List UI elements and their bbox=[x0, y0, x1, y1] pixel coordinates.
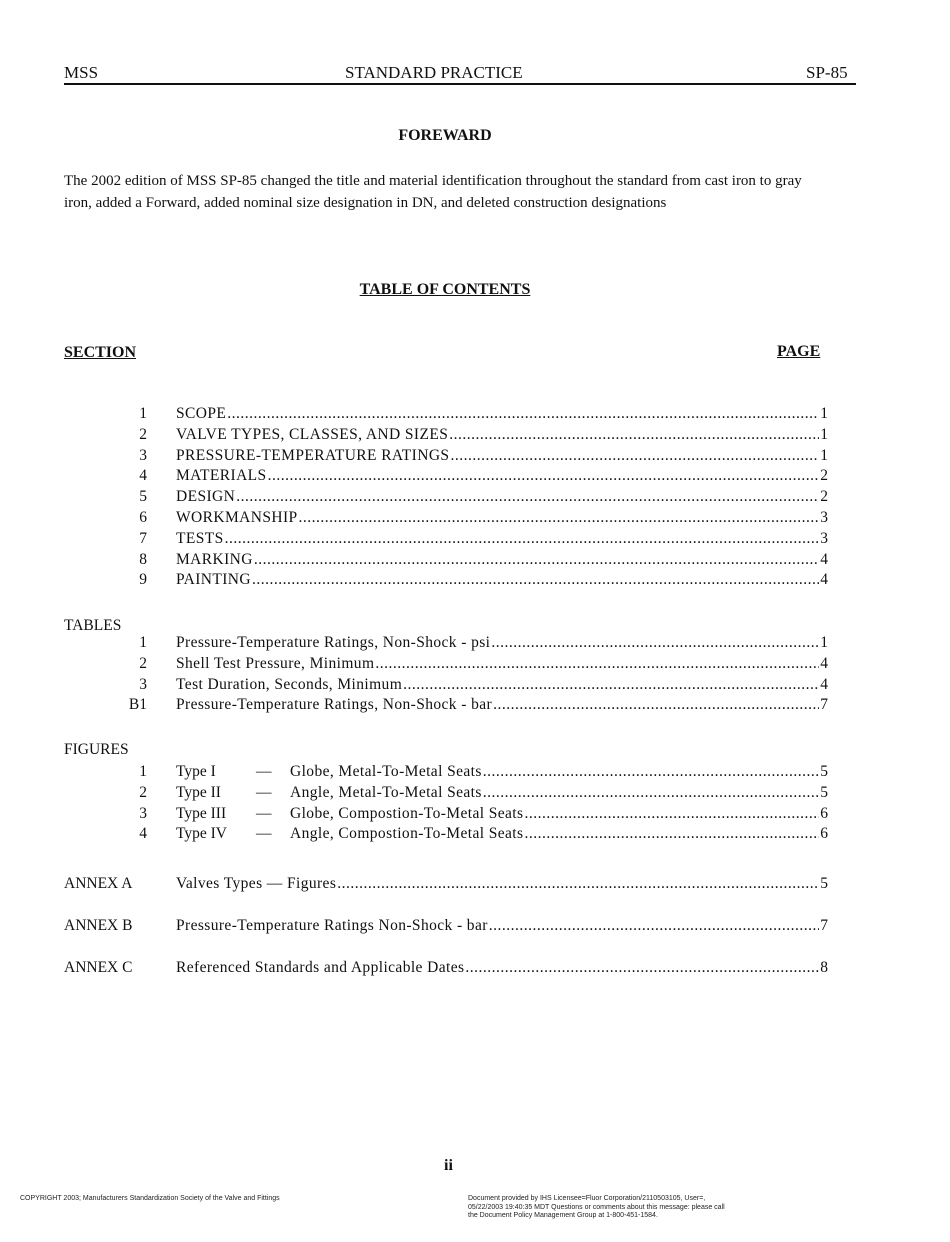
dot-leader bbox=[483, 784, 819, 802]
toc-entry-title: Test Duration, Seconds, Minimum bbox=[176, 675, 403, 693]
figures-label: FIGURES bbox=[64, 741, 129, 758]
toc-entry-page: 7 bbox=[820, 696, 828, 714]
toc-entry-number: 1 bbox=[139, 405, 147, 422]
toc-entry-page: 4 bbox=[820, 675, 828, 693]
toc-entry-page: 3 bbox=[820, 509, 828, 526]
toc-entry bbox=[176, 509, 828, 527]
toc-entry-number: B1 bbox=[128, 696, 147, 714]
toc-entry-title: DESIGN bbox=[176, 488, 236, 506]
toc-entry-title: Pressure-Temperature Ratings, Non-Shock - bar bbox=[176, 696, 493, 714]
toc-entry-number: 2 bbox=[139, 654, 147, 672]
toc-entry-number: 7 bbox=[139, 529, 147, 547]
section-row bbox=[0, 509, 950, 530]
toc-entry-number: 5 bbox=[139, 488, 147, 506]
toc-entry-number: 2 bbox=[139, 425, 147, 443]
toc-entry bbox=[176, 825, 828, 843]
header-center: STANDARD PRACTICE bbox=[345, 63, 523, 82]
footer-notice-line: 05/22/2003 19:40:35 MDT Questions or comments about this message: please call bbox=[468, 1203, 725, 1211]
toc-entry-page: 4 bbox=[820, 550, 828, 568]
dot-leader bbox=[252, 571, 819, 589]
dot-leader bbox=[403, 676, 819, 694]
toc-entry-page: 5 bbox=[820, 783, 828, 801]
toc-entry bbox=[176, 959, 828, 977]
toc-entry-title: Globe, Compostion-To-Metal Seats bbox=[290, 804, 524, 822]
toc-entry bbox=[176, 426, 828, 444]
toc-entry bbox=[176, 696, 828, 714]
table-row bbox=[0, 655, 950, 676]
dot-leader bbox=[449, 426, 819, 444]
section-row bbox=[0, 405, 950, 426]
toc-entry-title: Shell Test Pressure, Minimum bbox=[176, 654, 375, 672]
toc-entry-page: 1 bbox=[820, 425, 828, 443]
header-left: MSS bbox=[64, 63, 99, 82]
dot-leader bbox=[483, 763, 819, 781]
dot-leader bbox=[268, 467, 820, 485]
dot-leader bbox=[299, 509, 820, 527]
toc-entry-page: 1 bbox=[820, 405, 828, 422]
toc-entry bbox=[176, 447, 828, 465]
toc-entry-page: 5 bbox=[820, 875, 828, 892]
toc-entry bbox=[176, 875, 828, 893]
toc-entry-number: 4 bbox=[139, 825, 147, 843]
annex-row bbox=[0, 875, 950, 896]
toc-entry-number: 1 bbox=[139, 763, 147, 780]
toc-entry bbox=[176, 805, 828, 823]
toc-entry-title: PRESSURE-TEMPERATURE RATINGS bbox=[176, 446, 450, 464]
table-row bbox=[0, 676, 950, 697]
dot-leader bbox=[236, 488, 819, 506]
toc-entry bbox=[176, 530, 828, 548]
figure-row bbox=[0, 784, 950, 805]
dot-leader bbox=[225, 530, 820, 548]
toc-entry bbox=[176, 655, 828, 673]
toc-entry-title: MARKING bbox=[176, 550, 253, 568]
section-row bbox=[0, 530, 950, 551]
figure-dash: — bbox=[256, 783, 272, 801]
toc-entry-number: 2 bbox=[139, 783, 147, 801]
toc-entry-title: Angle, Metal-To-Metal Seats bbox=[290, 783, 482, 801]
section-row bbox=[0, 467, 950, 488]
table-row bbox=[0, 634, 950, 655]
toc-title: TABLE OF CONTENTS bbox=[359, 281, 531, 298]
figure-type: Type IV bbox=[176, 825, 227, 843]
toc-entry-title: WORKMANSHIP bbox=[176, 509, 298, 526]
toc-entry-page: 3 bbox=[820, 529, 828, 547]
toc-entry bbox=[176, 551, 828, 569]
section-row bbox=[0, 571, 950, 592]
toc-entry bbox=[176, 676, 828, 694]
toc-entry bbox=[176, 634, 828, 652]
toc-entry-page: 7 bbox=[820, 917, 828, 934]
toc-entry bbox=[176, 571, 828, 589]
section-row bbox=[0, 488, 950, 509]
dot-leader bbox=[524, 805, 819, 823]
dot-leader bbox=[375, 655, 819, 673]
footer-notice-line: Document provided by IHS Licensee=Fluor Corporation/2110503105, User=, bbox=[468, 1195, 706, 1202]
dot-leader bbox=[337, 875, 819, 893]
header-right: SP-85 bbox=[806, 63, 848, 82]
annex-row bbox=[0, 917, 950, 938]
toc-entry-title: Referenced Standards and Applicable Dates bbox=[176, 959, 465, 976]
figure-dash: — bbox=[256, 763, 272, 780]
toc-entry-number: 8 bbox=[139, 550, 147, 568]
figure-row bbox=[0, 805, 950, 826]
figure-type: Type II bbox=[176, 783, 221, 801]
page-number: ii bbox=[444, 1157, 453, 1174]
toc-entry-number: ANNEX C bbox=[64, 959, 133, 976]
figure-dash: — bbox=[256, 804, 272, 822]
toc-entry-title: TESTS bbox=[176, 529, 224, 547]
toc-entry-page: 2 bbox=[820, 467, 828, 485]
toc-entry bbox=[176, 784, 828, 802]
toc-entry-number: 1 bbox=[139, 634, 147, 651]
toc-entry-page: 5 bbox=[820, 763, 828, 780]
toc-entry bbox=[176, 405, 828, 423]
dot-leader bbox=[254, 551, 819, 569]
footer-notice-line: the Document Policy Management Group at 1-800-451-1584. bbox=[468, 1212, 658, 1219]
toc-entry-title: PAINTING bbox=[176, 571, 251, 589]
annex-row bbox=[0, 959, 950, 980]
toc-entry-title: SCOPE bbox=[176, 405, 227, 422]
toc-entry-number: 9 bbox=[139, 571, 147, 589]
figure-row bbox=[0, 825, 950, 846]
section-column-label: SECTION bbox=[64, 344, 137, 361]
foreward-text: The 2002 edition of MSS SP-85 changed the title and material identification throughout the standard from cast iron to gray iron, added a Forward, added nominal size designation in DN, and deleted construction designations bbox=[64, 173, 802, 211]
section-row bbox=[0, 426, 950, 447]
dot-leader bbox=[450, 447, 819, 465]
toc-entry-page: 2 bbox=[820, 488, 828, 506]
toc-entry-number: 3 bbox=[139, 804, 147, 822]
section-row bbox=[0, 447, 950, 468]
toc-entry bbox=[176, 488, 828, 506]
toc-entry-page: 4 bbox=[820, 571, 828, 589]
toc-entry-title: Pressure-Temperature Ratings, Non-Shock - psi bbox=[176, 634, 491, 651]
toc-entry-number: 6 bbox=[139, 509, 147, 526]
dot-leader bbox=[491, 634, 819, 652]
tables-label: TABLES bbox=[64, 617, 122, 634]
toc-entry-title: VALVE TYPES, CLASSES, AND SIZES bbox=[176, 425, 449, 443]
toc-entry-page: 6 bbox=[820, 825, 828, 843]
dot-leader bbox=[227, 405, 819, 423]
dot-leader bbox=[465, 959, 819, 977]
toc-entry-page: 1 bbox=[820, 634, 828, 651]
page-column-label: PAGE bbox=[777, 343, 821, 360]
toc-entry-page: 8 bbox=[820, 959, 828, 976]
toc-entry-title: MATERIALS bbox=[176, 467, 267, 485]
foreward-title: FOREWARD bbox=[398, 127, 492, 144]
toc-entry-number: 4 bbox=[139, 467, 147, 485]
toc-entry bbox=[176, 467, 828, 485]
footer-notice bbox=[468, 1195, 725, 1221]
toc-entry bbox=[176, 917, 828, 935]
toc-entry-title: Globe, Metal-To-Metal Seats bbox=[290, 763, 482, 780]
toc-entry-number: ANNEX B bbox=[64, 917, 133, 934]
toc-entry-number: 3 bbox=[139, 675, 147, 693]
dot-leader bbox=[489, 917, 819, 935]
toc-entry-title: Valves Types — Figures bbox=[176, 875, 337, 892]
toc-entry bbox=[176, 763, 828, 781]
toc-entry-title: Pressure-Temperature Ratings Non-Shock - bar bbox=[176, 917, 488, 934]
toc-entry-number: 3 bbox=[139, 446, 147, 464]
figure-type: Type III bbox=[176, 804, 227, 822]
toc-entry-page: 4 bbox=[820, 654, 828, 672]
figure-type: Type I bbox=[176, 763, 216, 780]
toc-entry-page: 6 bbox=[820, 804, 828, 822]
figure-dash: — bbox=[256, 825, 272, 843]
toc-entry-title: Angle, Compostion-To-Metal Seats bbox=[290, 825, 524, 843]
dot-leader bbox=[493, 696, 819, 714]
dot-leader bbox=[524, 825, 819, 843]
header-rule bbox=[64, 83, 856, 85]
toc-entry-number: ANNEX A bbox=[64, 875, 133, 892]
toc-entry-page: 1 bbox=[820, 446, 828, 464]
footer-copyright: COPYRIGHT 2003; Manufacturers Standardization Society of the Valve and Fittings bbox=[20, 1195, 280, 1202]
table-row bbox=[0, 696, 950, 717]
section-row bbox=[0, 551, 950, 572]
figure-row bbox=[0, 763, 950, 784]
